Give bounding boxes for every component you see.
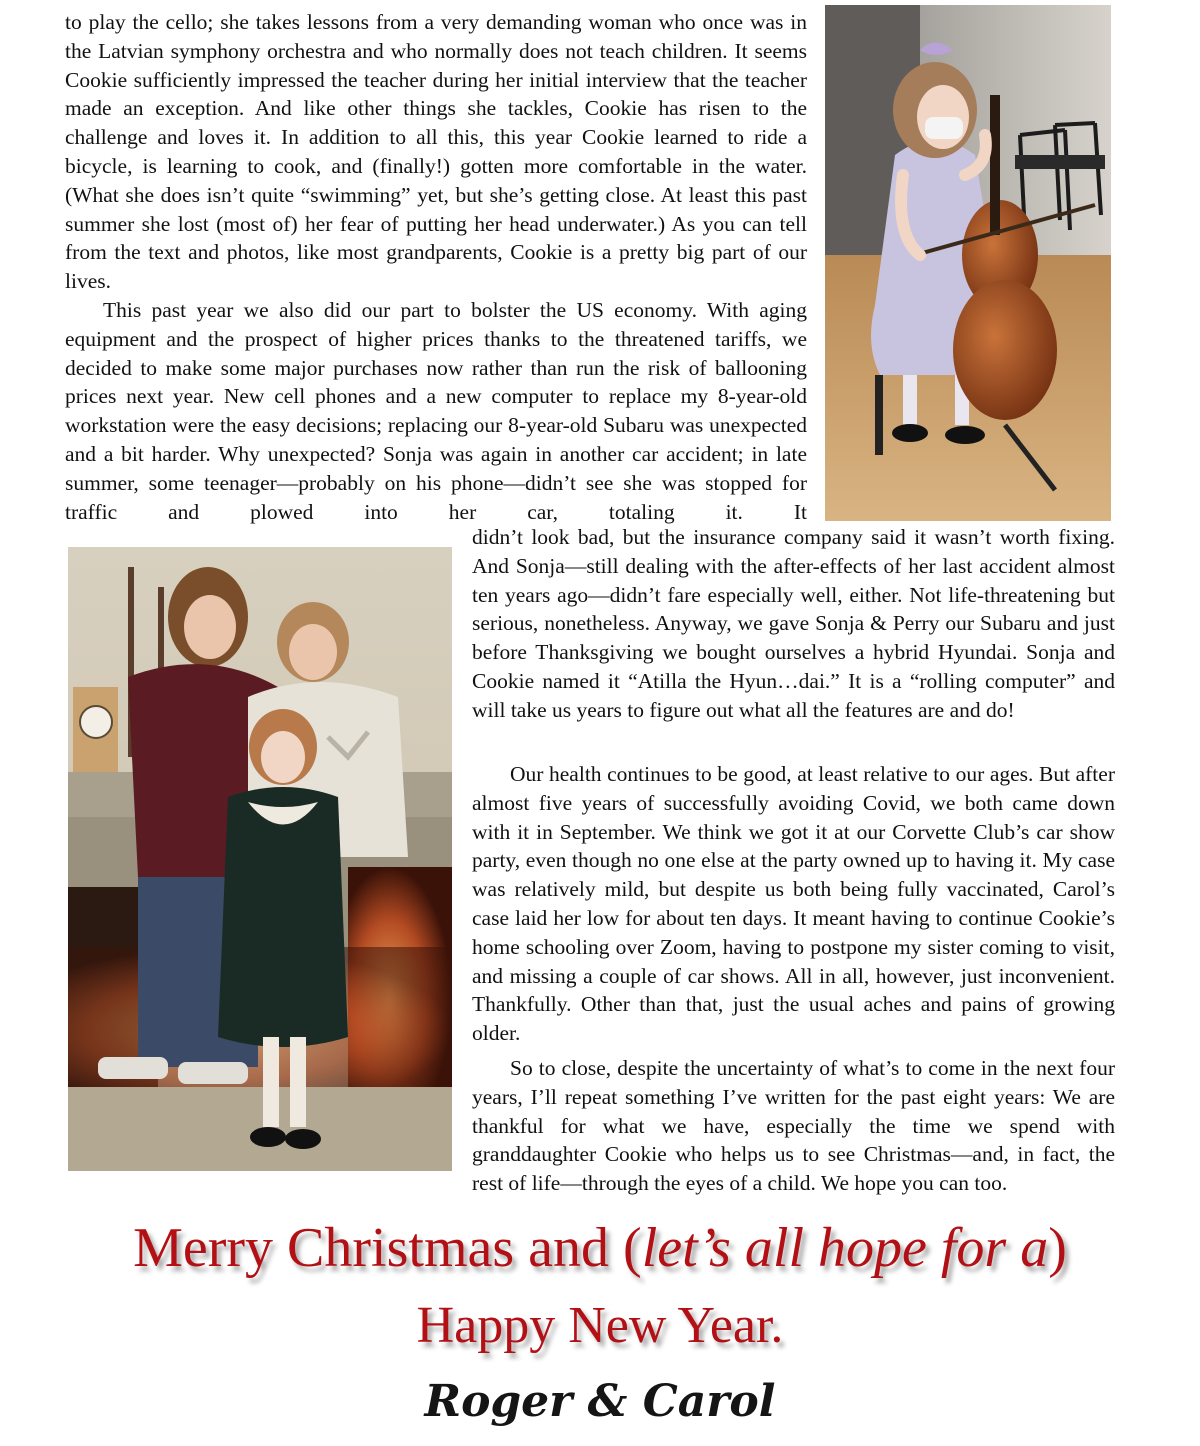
paragraph-cello: to play the cello; she takes lessons from a very demanding woman who once was in the Latvian symphony orchestra and who normally does not teach children. It seems Cookie sufficiently impressed the teacher during her initial interview that the teacher made an exception. And like other things she tackles, Cookie has risen to the challenge and loves it. In addition to all this, this year Cookie learned to ride a bicycle, is learning to cook, and (finally!) gotten more comfortable in the water. (What she does isn’t quite “swimming” yet, but she’s getting close. At least this past summer she lost (most of) her fear of putting her head underwater.) As you can tell from the text and photos, like most grandparents, Cookie is a pretty big part of our lives. xyxy=(65,10,807,294)
paragraph-health: Our health continues to be good, at least relative to our ages. But after almost five years of successfully avoiding Covid, we both came down with it in September. We think we got it at our Corvette Club’s car show party, even though no one else at the party owned up to having it. My case was relatively mild, but despite us both being fully vaccinated, Carol’s case laid her low for about ten days. It meant having to continue Cookie’s home schooling over Zoom, having to postpone my sister coming to visit, and missing a couple of car shows. All in all, however, just inconvenient. Thankfully. Other than that, just the usual aches and pains of growing older. xyxy=(472,762,1115,1046)
greeting-line1-italic: let’s all hope for a xyxy=(641,1217,1049,1279)
paragraph-closing: So to close, despite the uncertainty of what’s to come in the next four years, I’ll repeat something I’ve written for the past eight years: We are thankful for what we have, especially the time we spend with granddaughter Cookie who helps us to see Christmas—and, in fact, the rest of life—through the eyes of a child. We hope you can too. xyxy=(472,1056,1115,1196)
greeting-line1-end: ) xyxy=(1048,1217,1067,1279)
photo-girl-playing-cello xyxy=(825,5,1111,521)
signature: Roger & Carol xyxy=(424,1376,776,1427)
paragraph-economy: This past year we also did our part to bolster the US economy. With aging equipment and the prospect of higher prices thanks to the threatened tariffs, we decided to make some major purchases now rather than run the risk of ballooning prices next year. New cell phones and a new computer to replace my 8-year-old workstation were the easy decisions; replacing our 8-year-old Subaru was unexpected and a bit harder. Why unexpected? Sonja was again in another car accident; in late summer, some teenager—probably on his phone—didn’t see she was stopped for traffic and plowed into her car, totaling it. It xyxy=(65,298,807,524)
photo-family-fireplace xyxy=(68,547,452,1171)
greeting-happy-new-year: Happy New Year. xyxy=(416,1297,784,1354)
greeting-merry-christmas xyxy=(0,1212,1200,1284)
greeting-line1-start: Merry Christmas and ( xyxy=(133,1217,642,1279)
paragraph-economy-continued: didn’t look bad, but the insurance company said it wasn’t worth fixing. And Sonja—still dealing with the after-effects of her last accident almost ten years ago—didn’t fare especially well, either. Not life-threatening but serious, nonetheless. Anyway, we gave Sonja & Perry our Subaru and just before Thanksgiving we bought ourselves a hybrid Hyundai. Sonja and Cookie named it “Atilla the Hyun…dai.” It is a “rolling computer” and will take us years to figure out what all the features are and do! xyxy=(472,525,1115,722)
